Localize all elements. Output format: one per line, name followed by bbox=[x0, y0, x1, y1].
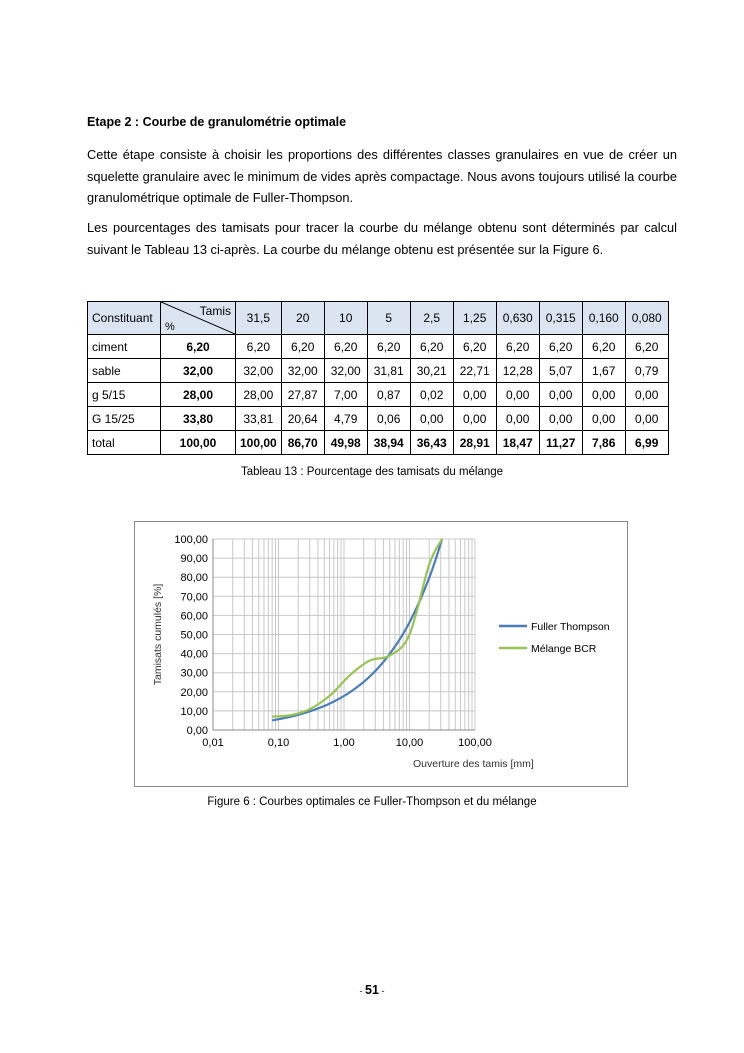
table-cell: 0,00 bbox=[453, 383, 496, 407]
table-cell: 0,00 bbox=[496, 383, 539, 407]
table-cell: 36,43 bbox=[410, 431, 453, 455]
paragraph-intro: Cette étape consiste à choisir les proportions des différentes classes granulaires en vue de créer un squelette granulaire avec le minimum de vides après compactage. Nous avons toujours utilisé la courbe granulométrique optimale de Fuller-Thompson. bbox=[87, 147, 677, 205]
y-tick-label: 60,00 bbox=[180, 610, 208, 623]
table-cell: 100,00 bbox=[236, 431, 282, 455]
x-tick-label: 1,00 bbox=[333, 737, 355, 749]
table-row bbox=[88, 431, 669, 455]
legend-label: Mélange BCR bbox=[531, 643, 597, 655]
table-cell: 6,20 bbox=[281, 335, 324, 359]
table-row bbox=[88, 359, 669, 383]
table-cell: 12,28 bbox=[496, 359, 539, 383]
granulometry-chart bbox=[135, 522, 629, 788]
table-cell: 49,98 bbox=[324, 431, 367, 455]
row-label: total bbox=[88, 431, 161, 455]
header-tamis: Tamis bbox=[199, 304, 231, 318]
x-tick-label: 0,01 bbox=[202, 737, 224, 749]
table-cell: 32,00 bbox=[236, 359, 282, 383]
table-caption: Tableau 13 : Pourcentage des tamisats du mélange bbox=[240, 466, 504, 478]
table-cell: 31,81 bbox=[367, 359, 410, 383]
x-axis-title: Ouverture des tamis [mm] bbox=[413, 758, 534, 770]
table-cell: 6,20 bbox=[236, 335, 282, 359]
table-cell: 32,00 bbox=[324, 359, 367, 383]
table-cell: 6,20 bbox=[625, 335, 668, 359]
table-cell: 86,70 bbox=[281, 431, 324, 455]
table-cell: 0,00 bbox=[539, 407, 582, 431]
header-sieve: 31,5 bbox=[236, 302, 282, 335]
table-cell: 0,00 bbox=[582, 383, 625, 407]
table-cell: 0,00 bbox=[410, 407, 453, 431]
y-tick-label: 20,00 bbox=[180, 686, 208, 699]
table-cell: 22,71 bbox=[453, 359, 496, 383]
table-cell: 0,00 bbox=[582, 407, 625, 431]
header-constituant: Constituant bbox=[88, 302, 161, 335]
row-percentage: 28,00 bbox=[161, 383, 236, 407]
row-label: G 15/25 bbox=[88, 407, 161, 431]
y-tick-label: 100,00 bbox=[174, 534, 208, 546]
table-cell: 0,02 bbox=[410, 383, 453, 407]
x-tick-label: 0,10 bbox=[267, 737, 290, 749]
table-cell: 28,91 bbox=[453, 431, 496, 455]
table-row bbox=[88, 407, 669, 431]
series-line-melange-bcr bbox=[272, 539, 442, 717]
table-cell: 18,47 bbox=[496, 431, 539, 455]
table-cell: 0,00 bbox=[539, 383, 582, 407]
table-cell: 5,07 bbox=[539, 359, 582, 383]
table-cell: 6,20 bbox=[496, 335, 539, 359]
header-sieve: 0,160 bbox=[582, 302, 625, 335]
table-cell: 27,87 bbox=[281, 383, 324, 407]
row-label: sable bbox=[88, 359, 161, 383]
table-cell: 6,20 bbox=[410, 335, 453, 359]
table-cell: 6,20 bbox=[367, 335, 410, 359]
y-tick-label: 90,00 bbox=[180, 553, 208, 566]
header-pct: % bbox=[165, 321, 175, 333]
x-tick-label: 100,00 bbox=[458, 737, 492, 749]
table-cell: 6,99 bbox=[625, 431, 668, 455]
figure-caption: Figure 6 : Courbes optimales ce Fuller-Thompson et du mélange bbox=[207, 796, 537, 808]
table-cell: 0,00 bbox=[625, 407, 668, 431]
table-cell: 38,94 bbox=[367, 431, 410, 455]
header-sieve: 2,5 bbox=[410, 302, 453, 335]
paragraph-method: Les pourcentages des tamisats pour tracer la courbe du mélange obtenu sont déterminés par calcul suivant le Tableau 13 ci-après. La courbe du mélange obtenu est présentée sur la Figure 6. bbox=[87, 220, 677, 257]
table-cell: 30,21 bbox=[410, 359, 453, 383]
y-tick-label: 40,00 bbox=[180, 648, 208, 661]
legend-label: Fuller Thompson bbox=[531, 621, 610, 633]
y-tick-label: 70,00 bbox=[180, 591, 208, 604]
table-cell: 6,20 bbox=[453, 335, 496, 359]
table-cell: 0,87 bbox=[367, 383, 410, 407]
table-cell: 0,00 bbox=[625, 383, 668, 407]
y-tick-label: 30,00 bbox=[180, 667, 208, 680]
section-title: Etape 2 : Courbe de granulométrie optimale bbox=[87, 115, 347, 129]
table-row bbox=[88, 383, 669, 407]
table-cell: 20,64 bbox=[281, 407, 324, 431]
header-sieve: 0,630 bbox=[496, 302, 539, 335]
header-sieve: 20 bbox=[281, 302, 324, 335]
series-line-fuller-thompson bbox=[272, 539, 442, 720]
table-cell: 7,86 bbox=[582, 431, 625, 455]
table-cell: 1,67 bbox=[582, 359, 625, 383]
y-axis-title: Tamisats cumulés [%] bbox=[152, 583, 164, 686]
table-cell: 33,81 bbox=[236, 407, 282, 431]
header-sieve: 10 bbox=[324, 302, 367, 335]
header-sieve: 1,25 bbox=[453, 302, 496, 335]
table-cell: 7,00 bbox=[324, 383, 367, 407]
page-number-value: 51 bbox=[365, 983, 379, 997]
row-label: g 5/15 bbox=[88, 383, 161, 407]
header-sieve: 0,080 bbox=[625, 302, 668, 335]
header-sieve: 5 bbox=[367, 302, 410, 335]
row-percentage: 33,80 bbox=[161, 407, 236, 431]
table-row bbox=[88, 335, 669, 359]
chart-frame bbox=[134, 521, 628, 787]
table-cell: 0,00 bbox=[453, 407, 496, 431]
row-percentage: 32,00 bbox=[161, 359, 236, 383]
table-cell: 6,20 bbox=[582, 335, 625, 359]
sieve-table bbox=[87, 301, 669, 455]
x-tick-label: 10,00 bbox=[395, 737, 424, 749]
row-percentage: 100,00 bbox=[161, 431, 236, 455]
y-tick-label: 50,00 bbox=[180, 629, 208, 642]
header-tamis-corner bbox=[161, 302, 236, 335]
table-cell: 0,00 bbox=[496, 407, 539, 431]
y-tick-label: 10,00 bbox=[180, 705, 208, 718]
row-percentage: 6,20 bbox=[161, 335, 236, 359]
page-number: - 51 - bbox=[359, 983, 385, 997]
table-header-row bbox=[88, 302, 669, 335]
table-cell: 32,00 bbox=[281, 359, 324, 383]
y-tick-label: 80,00 bbox=[180, 572, 208, 585]
table-cell: 28,00 bbox=[236, 383, 282, 407]
table-cell: 6,20 bbox=[539, 335, 582, 359]
table-cell: 0,79 bbox=[625, 359, 668, 383]
row-label: ciment bbox=[88, 335, 161, 359]
y-tick-label: 0,00 bbox=[186, 725, 208, 737]
table-cell: 4,79 bbox=[324, 407, 367, 431]
header-sieve: 0,315 bbox=[539, 302, 582, 335]
table-cell: 11,27 bbox=[539, 431, 582, 455]
table-cell: 0,06 bbox=[367, 407, 410, 431]
table-cell: 6,20 bbox=[324, 335, 367, 359]
